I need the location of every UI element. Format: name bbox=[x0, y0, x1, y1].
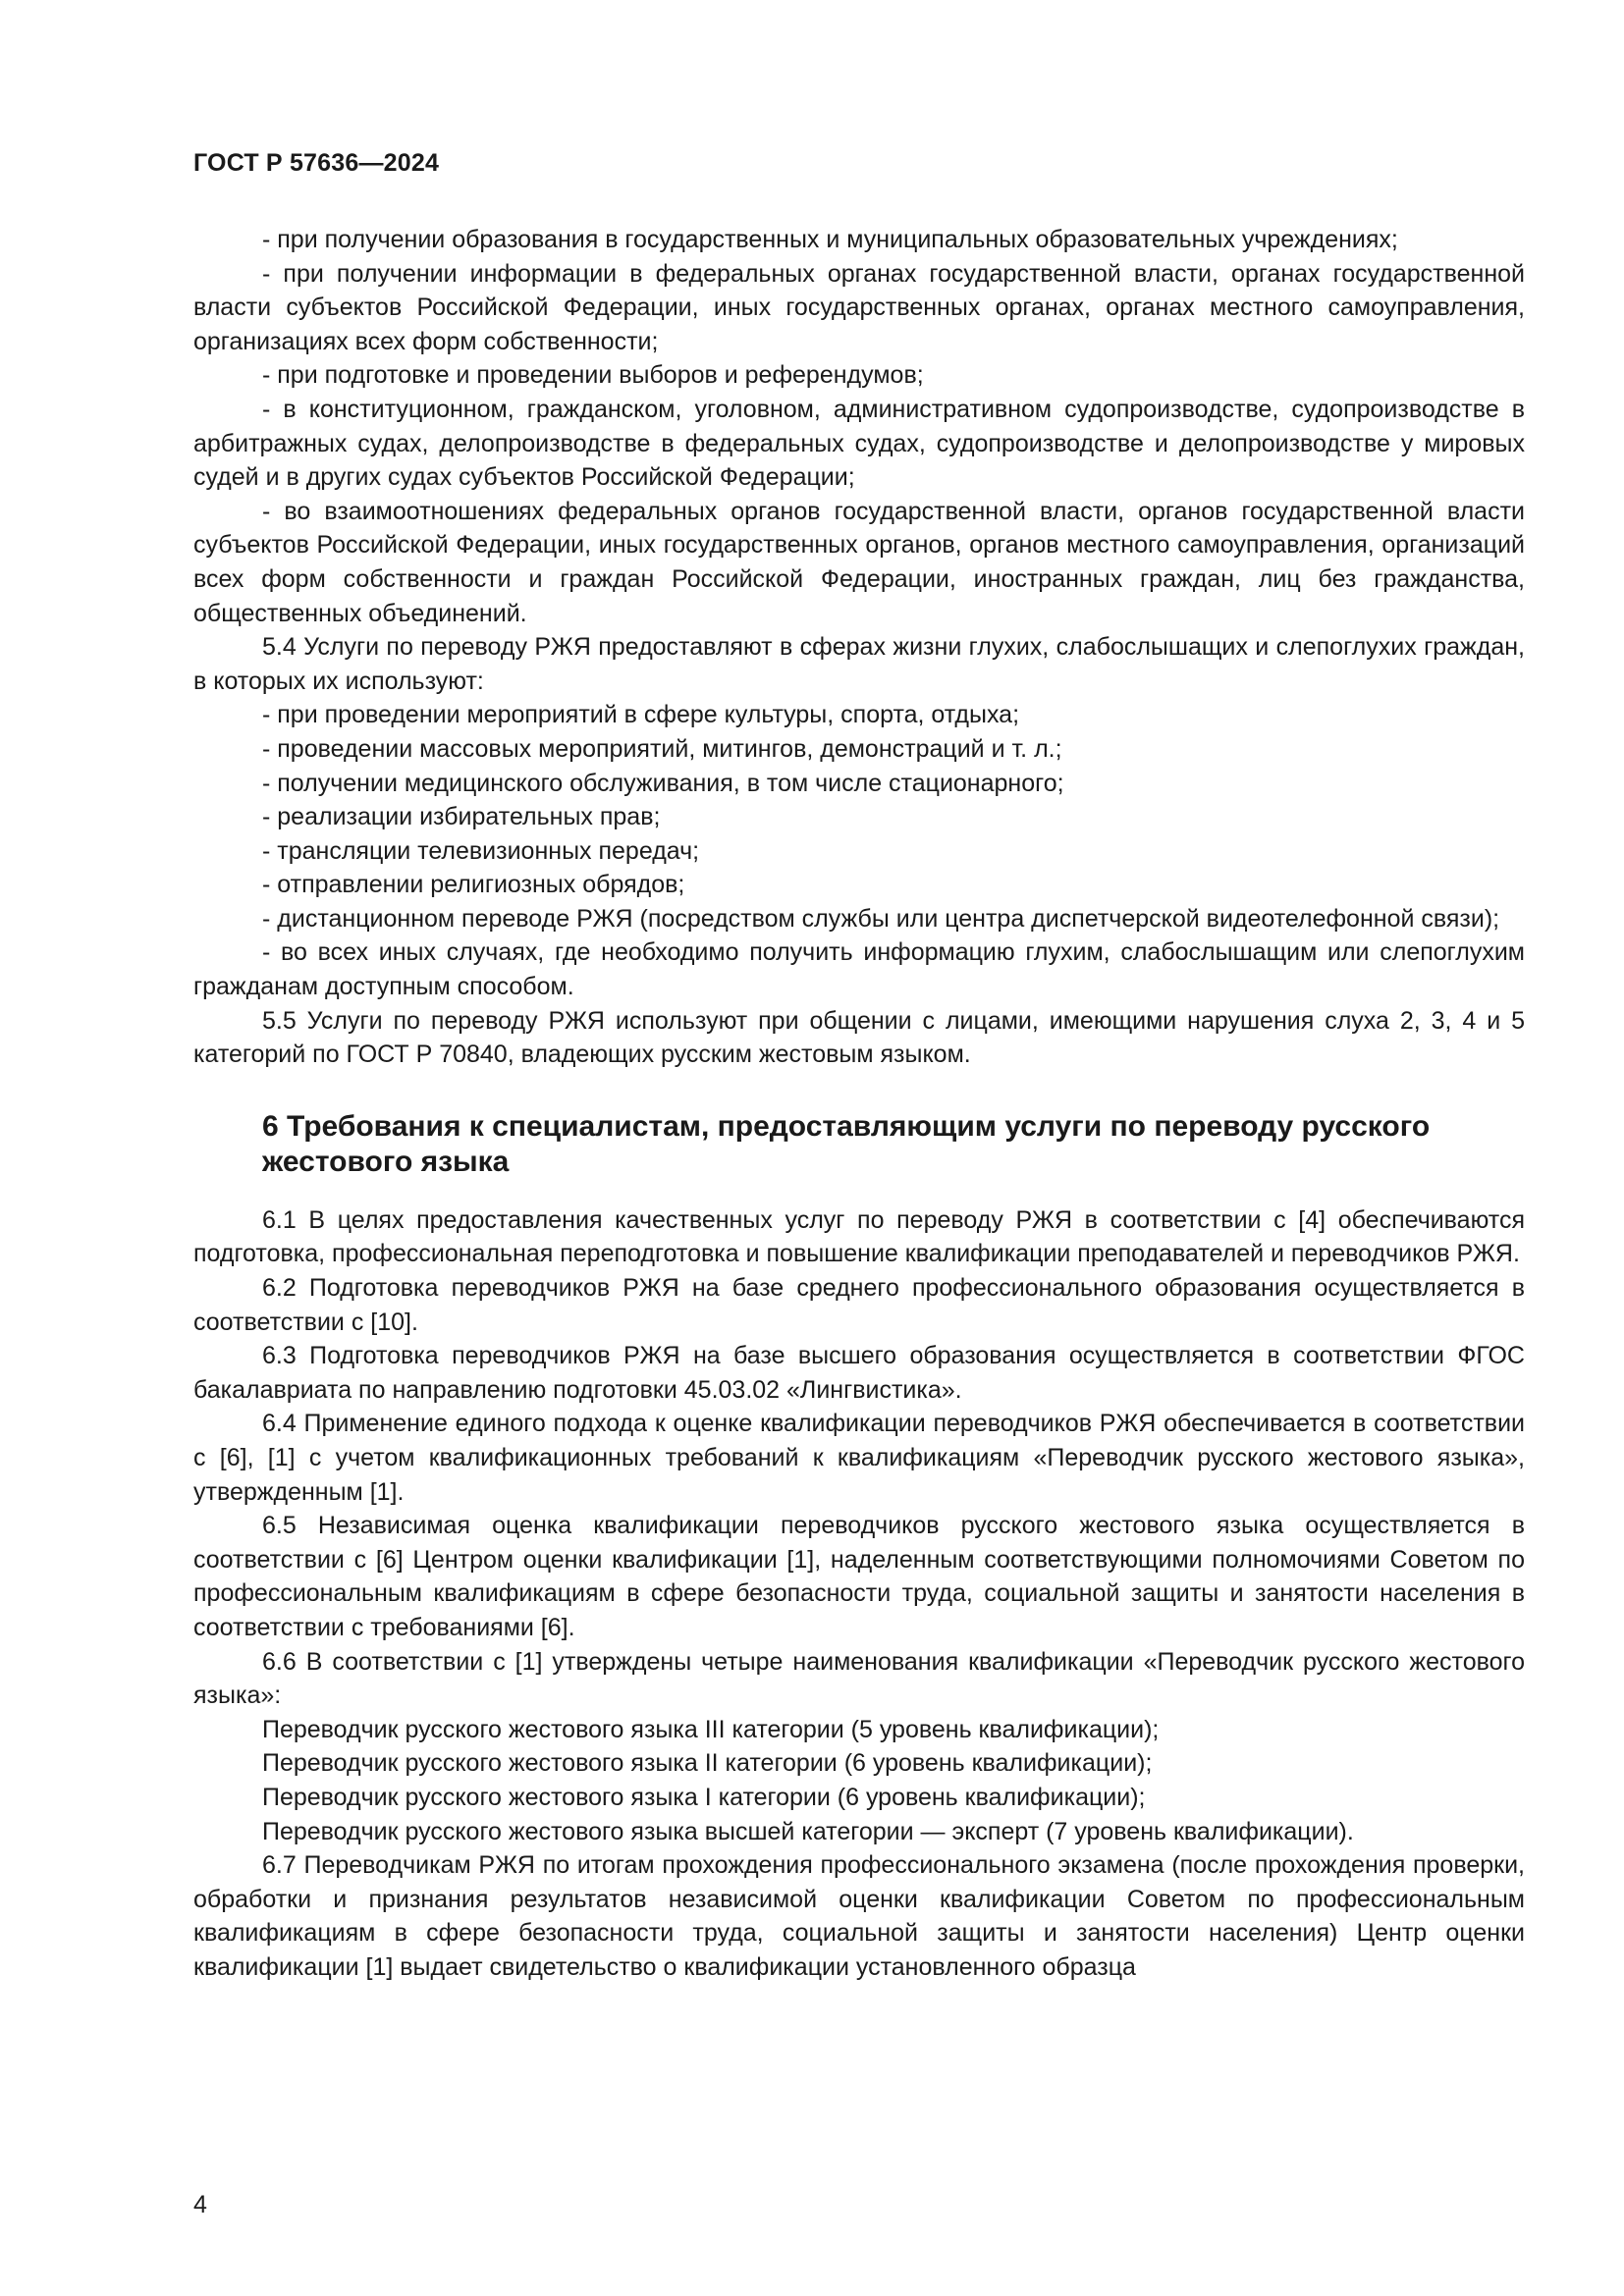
list-item: - при проведении мероприятий в сфере культуры, спорта, отдыха; bbox=[262, 701, 1020, 729]
document-header: ГОСТ Р 57636—2024 bbox=[193, 149, 440, 177]
qualification-item: Переводчик русского жестового языка III категории (5 уровень квалификации); bbox=[262, 1715, 1160, 1743]
list-item: - при получении информации в федеральных органах государственной власти, органах государственной власти субъектов Российской Федерации, иных государственных органах, органах местного самоуправления, организациях всех форм собственности; bbox=[193, 259, 1525, 355]
list-item: - получении медицинского обслуживания, в том числе стационарного; bbox=[262, 769, 1064, 797]
list-item: - при получении образования в государственных и муниципальных образовательных учреждениях; bbox=[262, 226, 1398, 253]
list-item: - дистанционном переводе РЖЯ (посредством службы или центра диспетчерской видеотелефонной связи); bbox=[262, 904, 1500, 933]
qualification-item: Переводчик русского жестового языка I категории (6 уровень квалификации); bbox=[262, 1783, 1146, 1811]
paragraph-5-4: 5.4 Услуги по переводу РЖЯ предоставляют в сферах жизни глухих, слабослышащих и слепоглухих граждан, в которых их используют: bbox=[193, 633, 1525, 695]
paragraph-6-2: 6.2 Подготовка переводчиков РЖЯ на базе среднего профессионального образования осуществляется в соответствии с [10]. bbox=[193, 1274, 1525, 1336]
paragraph-6-5: 6.5 Независимая оценка квалификации переводчиков русского жестового языка осуществляется в соответствии с [6] Центром оценки квалификации [1], наделенным соответствующими полномочиями Советом по профессиональным квалификациям в сфере безопасности труда, социальной защиты и занятости населения в соответствии с требованиями [6]. bbox=[193, 1512, 1525, 1641]
list-item: - во взаимоотношениях федеральных органов государственной власти, органов государственной власти субъектов Российской Федерации, иных государственных органов, органов местного самоуправления, организаций всех форм собственности и граждан Российской Федерации, иностранных граждан, лиц без гражданства, общественных объединений. bbox=[193, 497, 1525, 627]
list-item: - проведении массовых мероприятий, митингов, демонстраций и т. л.; bbox=[262, 734, 1062, 763]
list-item: - в конституционном, гражданском, уголовном, административном судопроизводстве, судопроизводстве в арбитражных судах, делопроизводстве в федеральных судах, судопроизводстве и делопроизводстве у мировых судей и в других судах субъектов Российской Федерации; bbox=[193, 395, 1525, 492]
paragraph-6-4: 6.4 Применение единого подхода к оценке квалификации переводчиков РЖЯ обеспечивается в соответствии с [6], [1] с учетом квалификационных требований к квалификациям «Переводчик русского жестового языка», утвержденным [1]. bbox=[193, 1410, 1525, 1506]
qualification-item: Переводчик русского жестового языка II категории (6 уровень квалификации); bbox=[262, 1749, 1153, 1778]
section-6-heading: 6 Требования к специалистам, предоставляющим услуги по переводу русского жестового языка bbox=[262, 1109, 1431, 1178]
page-number: 4 bbox=[193, 2191, 207, 2218]
list-item: - отправлении религиозных обрядов; bbox=[262, 871, 685, 899]
paragraph-6-1: 6.1 В целях предоставления качественных услуг по переводу РЖЯ в соответствии с [4] обеспечиваются подготовка, профессиональная переподготовка и повышение квалификации преподавателей и переводчиков РЖЯ. bbox=[193, 1205, 1525, 1268]
paragraph-6-6: 6.6 В соответствии с [1] утверждены четыре наименования квалификации «Переводчик русского жестового языка»: bbox=[193, 1647, 1525, 1710]
paragraph-6-7: 6.7 Переводчикам РЖЯ по итогам прохождения профессионального экзамена (после прохождения проверки, обработки и признания результатов независимой оценки квалификации Советом по профессиональным квалификациям в сфере безопасности труда, социальной защиты и занятости населения) Центр оценки квалификации [1] выдает свидетельство о квалификации установленного образца bbox=[193, 1851, 1525, 1981]
list-item: - трансляции телевизионных передач; bbox=[262, 836, 700, 865]
list-item: - во всех иных случаях, где необходимо получить информацию глухим, слабослышащим или слепоглухим гражданам доступным способом. bbox=[193, 938, 1525, 1001]
paragraph-5-5: 5.5 Услуги по переводу РЖЯ используют при общении с лицами, имеющими нарушения слуха 2, 3, 4 и 5 категорий по ГОСТ Р 70840, владеющих русским жестовым языком. bbox=[193, 1006, 1525, 1069]
paragraph-6-3: 6.3 Подготовка переводчиков РЖЯ на базе высшего образования осуществляется в соответствии ФГОС бакалавриата по направлению подготовки 45.03.02 «Лингвистика». bbox=[193, 1342, 1525, 1404]
qualification-item: Переводчик русского жестового языка высшей категории — эксперт (7 уровень квалификации). bbox=[262, 1817, 1354, 1845]
document-body bbox=[193, 223, 1525, 1985]
list-item: - реализации избирательных прав; bbox=[262, 803, 661, 831]
list-item: - при подготовке и проведении выборов и референдумов; bbox=[262, 361, 924, 390]
